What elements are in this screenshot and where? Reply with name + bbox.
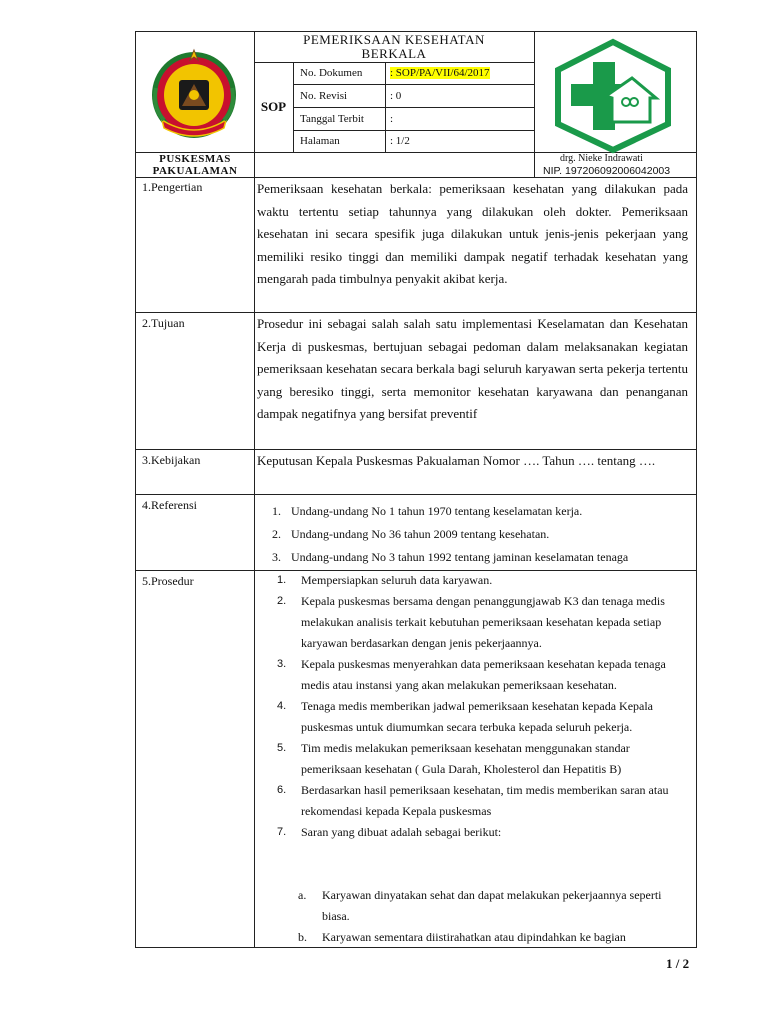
list-item-text: Undang-undang No 36 tahun 2009 tentang kesehatan. [291,527,550,541]
field-value-no-dokumen: : SOP/PA/VII/64/2017 [390,67,490,79]
list-item-text: Mempersiapkan seluruh data karyawan. [301,573,493,587]
list-item-text: Kepala puskesmas menyerahkan data pemeriksaan kesehatan kepada tenaga medis atau instansi yang akan melakukan pemeriksaan kesehatan. [301,657,666,692]
section-label-kebijakan: 3.Kebijakan [142,453,201,467]
list-item [298,885,682,927]
field-value-tanggal-terbit: : [390,113,394,125]
list-item-text: Karyawan dinyatakan sehat dan dapat melakukan pekerjaannya seperti biasa. [322,888,662,923]
field-label-no-revisi: No. Revisi [300,90,348,102]
procedure-sub-list [298,885,682,948]
list-item-num: b. [298,930,307,944]
list-item-text: Karyawan sementara diistirahatkan atau dipindahkan ke bagian [322,930,626,944]
field-label-halaman: Halaman [300,135,340,147]
list-item-text: Undang-undang No 3 tahun 1992 tentang jaminan keselamatan tenaga [291,550,629,564]
field-label-tanggal-terbit: Tanggal Terbit [300,113,364,125]
rule [135,31,136,948]
rule [293,107,534,108]
signer-nip: NIP. 197206092006042003 [543,165,671,177]
procedure-list [277,570,679,843]
page-title [254,33,534,61]
org-line2: PAKUALAMAN [152,165,238,177]
list-item-text: Saran yang dibuat adalah sebagai berikut: [301,825,502,839]
city-emblem-logo [148,48,240,140]
section-text-tujuan: Prosedur ini sebagai salah salah satu implementasi Keselamatan dan Kesehatan Kerja di puskesmas, bertujuan sebagai pedoman dalam melaksanakan kegiatan pemeriksaan kesehatan secara berkala bagi seluruh karyawan serta pekerja tertentu yang beresiko tinggi, serta memonitor kesehatan karyawana dan penanganan dampak negatifnya yang bersifat preventif [257,316,688,421]
signer-name: drg. Nieke Indrawati [560,153,643,164]
rule [293,130,534,131]
list-item-num: 2. [272,527,281,541]
list-item-num: 3. [277,658,287,670]
list-item [277,591,679,654]
rule [293,62,294,153]
section-label-pengertian: 1.Pengertian [142,180,203,194]
list-item-num: a. [298,888,307,902]
section-label-referensi: 4.Referensi [142,498,197,512]
list-item [255,550,628,565]
list-item [277,822,679,843]
list-item [277,570,679,591]
section-text-kebijakan: Keputusan Kepala Puskesmas Pakualaman Nomor …. Tahun …. tentang …. [257,453,656,468]
puskesmas-logo [552,38,674,154]
rule [534,31,535,177]
list-item [255,527,549,542]
section-label-tujuan: 2.Tujuan [142,316,185,330]
list-item [298,927,682,948]
list-item-text: Undang-undang No 1 tahun 1970 tentang keselamatan kerja. [291,504,583,518]
rule [385,62,386,153]
list-item-num: 2. [277,595,287,607]
list-item-text: Berdasarkan hasil pemeriksaan kesehatan, tim medis memberikan saran atau rekomendasi kepada Kepala puskesmas [301,783,669,818]
list-item [277,696,679,738]
sop-label: SOP [260,99,287,114]
page-number: 1 / 2 [666,956,690,971]
rule [696,31,697,948]
list-item [277,780,679,822]
list-item-num: 1. [272,504,281,518]
title-line1: PEMERIKSAAN KESEHATAN [303,32,485,47]
org-line1: PUSKESMAS [159,153,231,165]
list-item [277,738,679,780]
org-name [140,153,250,177]
list-item-text: Tim medis melakukan pemeriksaan kesehatan menggunakan standar pemeriksaan kesehatan ( Gula Darah, Kholesterol dan Hepatitis B) [301,741,630,776]
list-item-num: 1. [277,574,287,586]
field-label-no-dokumen: No. Dokumen [300,67,363,79]
section-text-pengertian: Pemeriksaan kesehatan berkala: pemeriksaan kesehatan yang dilakukan pada waktu tertentu setiap tahunnya yang dilakukan oleh dokter. Pemeriksaan kesehatan ini secara spesifik juga dilakukan untuk jenis-jenis pekerjaan yang memiliki resiko tinggi dan memiliki dampak negatif terhadak kesehatan yang mengarah pada timbulnya penyakit akibat kerja. [257,181,688,286]
section-label-prosedur: 5.Prosedur [142,574,194,588]
list-item-num: 6. [277,784,287,796]
rule [135,494,697,495]
field-value-no-revisi: : 0 [390,90,402,102]
rule [293,84,534,85]
rule [254,31,255,948]
list-item [255,504,582,519]
rule [254,62,534,63]
list-item-num: 4. [277,700,287,712]
list-item-text: Tenaga medis memberikan jadwal pemeriksaan kesehatan kepada Kepala puskesmas untuk diumumkan secara terbuka kepada seluruh pekerja. [301,699,654,734]
list-item-num: 3. [272,550,281,564]
list-item-num: 5. [277,742,287,754]
list-item-text: Kepala puskesmas bersama dengan penanggungjawab K3 dan tenaga medis melakukan analisis terkait kebutuhan pemeriksaan kesehatan kepada setiap karyawan berdasarkan dengan jenis pekerjaannya. [301,594,665,650]
field-value-halaman: : 1/2 [390,135,410,147]
title-line2: BERKALA [361,46,427,61]
list-item [277,654,679,696]
list-item-num: 7. [277,826,287,838]
